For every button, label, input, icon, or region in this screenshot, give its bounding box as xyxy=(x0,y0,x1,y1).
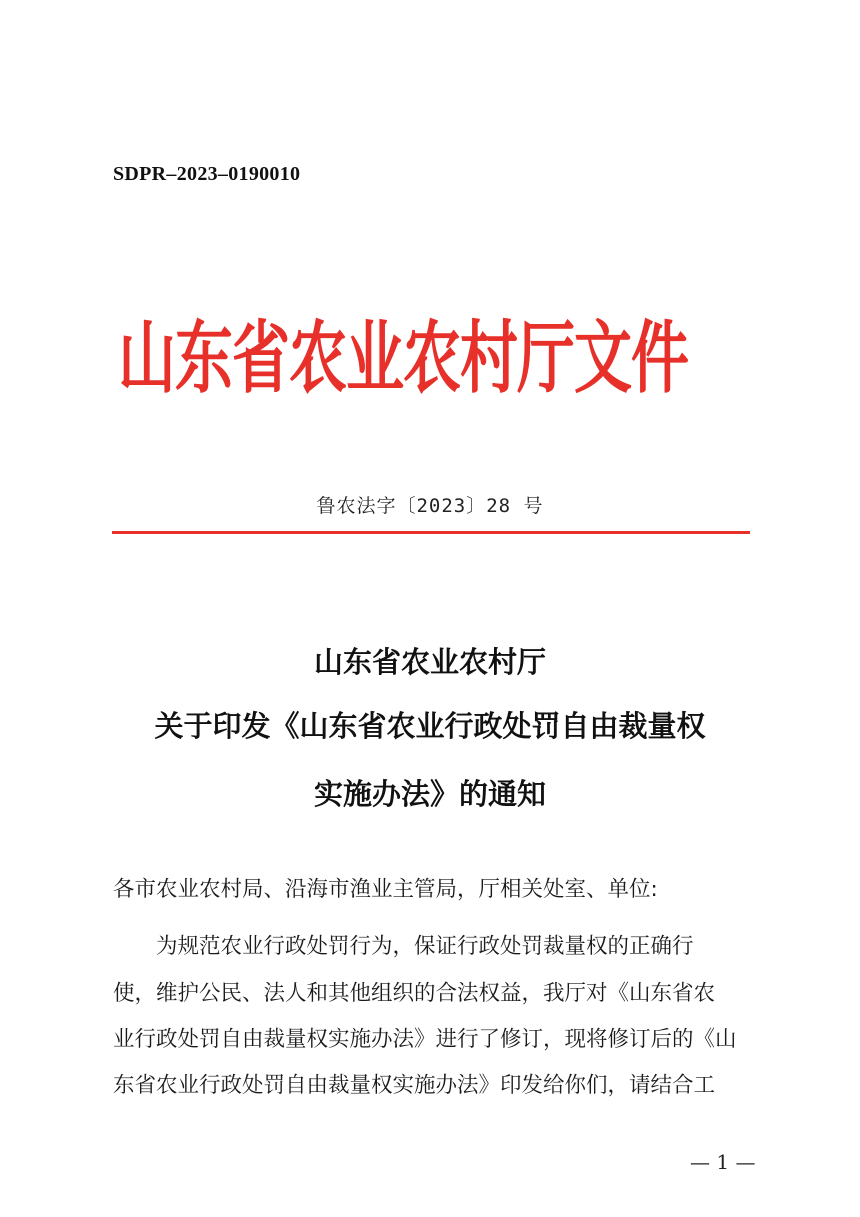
page-number: — 1 — xyxy=(690,1150,756,1174)
red-divider-line xyxy=(112,531,750,534)
notice-title-line-1: 山东省农业农村厅 xyxy=(313,645,546,679)
body-line-2: 使，维护公民、法人和其他组织的合法权益，我厅对《山东省农 xyxy=(113,981,716,1006)
red-header-title: 山东省农业农村厅文件 xyxy=(118,312,689,404)
document-code: SDPR–2023–0190010 xyxy=(113,163,301,185)
body-line-3: 业行政处罚自由裁量权实施办法》进行了修订，现将修订后的《山 xyxy=(113,1027,737,1052)
addressee-line: 各市农业农村局、沿海市渔业主管局，厅相关处室、单位: xyxy=(113,877,658,902)
body-line-1: 为规范农业行政处罚行为，保证行政处罚裁量权的正确行 xyxy=(156,934,694,959)
notice-title-line-2: 关于印发《山东省农业行政处罚自由裁量权 xyxy=(154,709,706,743)
file-number: 鲁农法字〔2023〕28 号 xyxy=(316,495,544,517)
body-line-4: 东省农业行政处罚自由裁量权实施办法》印发给你们，请结合工 xyxy=(113,1073,716,1098)
notice-title-line-3: 实施办法》的通知 xyxy=(313,777,546,811)
